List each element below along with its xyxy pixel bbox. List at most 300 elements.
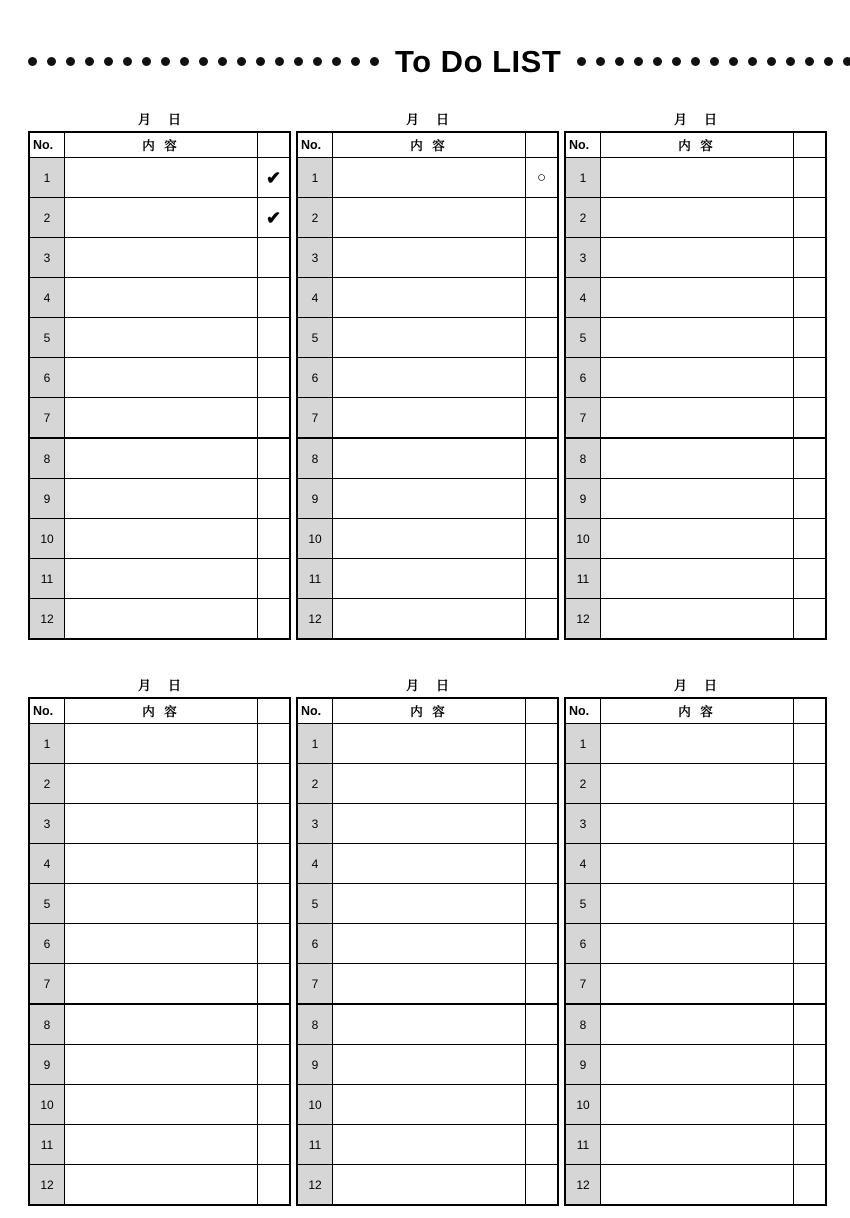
table-row bbox=[565, 519, 826, 559]
todo-table bbox=[564, 131, 827, 640]
task-check-cell[interactable] bbox=[526, 1004, 559, 1045]
task-content-cell[interactable] bbox=[333, 764, 526, 804]
header-no: No. bbox=[29, 132, 65, 158]
task-check-cell[interactable] bbox=[258, 764, 291, 804]
task-check-cell[interactable] bbox=[258, 724, 291, 764]
block-row bbox=[28, 671, 822, 1206]
table-row bbox=[297, 278, 558, 318]
task-content-cell[interactable] bbox=[65, 1085, 258, 1125]
task-check-cell[interactable] bbox=[526, 924, 559, 964]
task-content-cell[interactable] bbox=[65, 158, 258, 198]
row-number: 8 bbox=[29, 1004, 65, 1045]
task-check-cell[interactable] bbox=[794, 1004, 827, 1045]
row-number: 6 bbox=[565, 924, 601, 964]
row-number: 12 bbox=[565, 1165, 601, 1206]
table-row bbox=[565, 599, 826, 640]
task-content-cell[interactable] bbox=[333, 158, 526, 198]
task-check-cell[interactable] bbox=[794, 358, 827, 398]
table-row bbox=[29, 358, 290, 398]
decorative-dot bbox=[596, 57, 605, 66]
task-check-cell[interactable] bbox=[258, 318, 291, 358]
decorative-dot bbox=[47, 57, 56, 66]
task-check-cell[interactable] bbox=[526, 599, 559, 640]
task-content-cell[interactable] bbox=[65, 924, 258, 964]
task-check-cell[interactable] bbox=[794, 804, 827, 844]
row-number: 2 bbox=[297, 764, 333, 804]
task-content-cell[interactable] bbox=[65, 764, 258, 804]
row-number: 7 bbox=[297, 964, 333, 1005]
task-content-cell[interactable] bbox=[65, 318, 258, 358]
task-check-cell[interactable] bbox=[794, 924, 827, 964]
date-line[interactable] bbox=[28, 105, 286, 131]
task-check-cell[interactable] bbox=[526, 884, 559, 924]
table-row bbox=[297, 1045, 558, 1085]
dot-rule-left bbox=[28, 56, 379, 66]
decorative-dot bbox=[634, 57, 643, 66]
header-check bbox=[526, 698, 559, 724]
table-row bbox=[297, 764, 558, 804]
table-row bbox=[297, 1165, 558, 1206]
row-number: 11 bbox=[29, 559, 65, 599]
task-check-cell[interactable] bbox=[794, 519, 827, 559]
task-content-cell[interactable] bbox=[65, 238, 258, 278]
task-content-cell[interactable] bbox=[333, 1045, 526, 1085]
task-content-cell[interactable] bbox=[333, 198, 526, 238]
row-number: 9 bbox=[565, 479, 601, 519]
task-check-cell[interactable] bbox=[258, 479, 291, 519]
date-line[interactable] bbox=[296, 105, 554, 131]
table-row bbox=[565, 559, 826, 599]
row-number: 4 bbox=[29, 844, 65, 884]
task-check-cell[interactable] bbox=[258, 438, 291, 479]
task-check-cell[interactable] bbox=[526, 398, 559, 439]
todo-table bbox=[28, 697, 291, 1206]
task-check-cell[interactable] bbox=[258, 559, 291, 599]
task-check-cell[interactable] bbox=[794, 599, 827, 640]
row-number: 5 bbox=[29, 318, 65, 358]
row-number: 4 bbox=[29, 278, 65, 318]
date-day-label: 日 bbox=[168, 677, 183, 693]
task-content-cell[interactable] bbox=[333, 924, 526, 964]
task-check-cell[interactable] bbox=[794, 1125, 827, 1165]
decorative-dot bbox=[161, 57, 170, 66]
task-content-cell[interactable] bbox=[601, 519, 794, 559]
task-check-cell[interactable] bbox=[258, 884, 291, 924]
table-header-row bbox=[29, 132, 290, 158]
table-row bbox=[29, 599, 290, 640]
task-content-cell[interactable] bbox=[333, 559, 526, 599]
block-row bbox=[28, 105, 822, 640]
table-row bbox=[565, 844, 826, 884]
row-number: 6 bbox=[29, 924, 65, 964]
row-number: 7 bbox=[29, 398, 65, 439]
header-no: No. bbox=[565, 698, 601, 724]
table-row bbox=[29, 1045, 290, 1085]
table-row bbox=[565, 964, 826, 1005]
row-number: 4 bbox=[297, 278, 333, 318]
task-check-cell[interactable] bbox=[794, 884, 827, 924]
decorative-dot bbox=[294, 57, 303, 66]
date-day-label: 日 bbox=[704, 677, 719, 693]
table-header-row bbox=[297, 698, 558, 724]
task-check-cell[interactable] bbox=[794, 1085, 827, 1125]
row-number: 11 bbox=[565, 559, 601, 599]
task-check-cell[interactable] bbox=[258, 238, 291, 278]
task-content-cell[interactable] bbox=[65, 599, 258, 640]
row-number: 3 bbox=[297, 804, 333, 844]
row-number: 6 bbox=[297, 358, 333, 398]
decorative-dot bbox=[710, 57, 719, 66]
task-check-cell[interactable] bbox=[258, 599, 291, 640]
task-content-cell[interactable] bbox=[601, 1125, 794, 1165]
task-check-cell[interactable] bbox=[794, 158, 827, 198]
decorative-dot bbox=[180, 57, 189, 66]
task-check-cell[interactable] bbox=[258, 358, 291, 398]
task-check-cell[interactable] bbox=[526, 318, 559, 358]
task-check-cell[interactable] bbox=[258, 519, 291, 559]
task-content-cell[interactable] bbox=[333, 238, 526, 278]
task-content-cell[interactable] bbox=[65, 1125, 258, 1165]
table-row bbox=[29, 198, 290, 238]
task-content-cell[interactable] bbox=[333, 844, 526, 884]
table-row bbox=[29, 1004, 290, 1045]
todo-block bbox=[28, 671, 286, 1206]
date-line[interactable] bbox=[296, 671, 554, 697]
table-row bbox=[565, 238, 826, 278]
row-number: 7 bbox=[297, 398, 333, 439]
table-row bbox=[565, 1165, 826, 1206]
table-header-row bbox=[565, 698, 826, 724]
row-number: 12 bbox=[297, 1165, 333, 1206]
row-number: 5 bbox=[565, 318, 601, 358]
table-row bbox=[565, 438, 826, 479]
task-content-cell[interactable] bbox=[65, 479, 258, 519]
task-content-cell[interactable] bbox=[601, 884, 794, 924]
task-content-cell[interactable] bbox=[601, 438, 794, 479]
date-month-label: 月 bbox=[405, 111, 420, 127]
task-check-cell[interactable] bbox=[526, 804, 559, 844]
row-number: 1 bbox=[565, 158, 601, 198]
task-content-cell[interactable] bbox=[333, 1125, 526, 1165]
table-row bbox=[565, 764, 826, 804]
task-check-cell[interactable] bbox=[526, 1045, 559, 1085]
task-check-cell[interactable] bbox=[258, 924, 291, 964]
task-content-cell[interactable] bbox=[333, 358, 526, 398]
task-content-cell[interactable] bbox=[601, 559, 794, 599]
row-number: 8 bbox=[29, 438, 65, 479]
task-check-cell[interactable] bbox=[258, 964, 291, 1005]
task-check-cell[interactable] bbox=[526, 1085, 559, 1125]
date-month-label: 月 bbox=[673, 111, 688, 127]
table-row bbox=[297, 1004, 558, 1045]
task-check-cell[interactable] bbox=[794, 764, 827, 804]
task-check-cell[interactable] bbox=[526, 438, 559, 479]
task-content-cell[interactable] bbox=[65, 844, 258, 884]
task-check-cell[interactable] bbox=[526, 559, 559, 599]
task-check-cell[interactable] bbox=[526, 238, 559, 278]
task-check-cell[interactable] bbox=[526, 519, 559, 559]
task-check-cell[interactable] bbox=[526, 358, 559, 398]
decorative-dot bbox=[843, 57, 850, 66]
table-row bbox=[29, 964, 290, 1005]
row-number: 9 bbox=[29, 479, 65, 519]
date-line[interactable] bbox=[564, 671, 822, 697]
decorative-dot bbox=[66, 57, 75, 66]
task-check-cell[interactable] bbox=[794, 724, 827, 764]
task-check-cell[interactable] bbox=[526, 964, 559, 1005]
task-check-cell[interactable] bbox=[794, 318, 827, 358]
task-check-cell[interactable] bbox=[258, 1165, 291, 1206]
header-content: 内 容 bbox=[601, 698, 794, 724]
task-check-cell[interactable] bbox=[258, 198, 291, 238]
table-row bbox=[565, 318, 826, 358]
date-line[interactable] bbox=[564, 105, 822, 131]
row-number: 4 bbox=[297, 844, 333, 884]
task-content-cell[interactable] bbox=[333, 599, 526, 640]
task-check-cell[interactable] bbox=[794, 1165, 827, 1206]
table-row bbox=[29, 519, 290, 559]
row-number: 7 bbox=[565, 964, 601, 1005]
task-content-cell[interactable] bbox=[65, 278, 258, 318]
row-number: 1 bbox=[29, 724, 65, 764]
row-number: 9 bbox=[297, 479, 333, 519]
todo-table bbox=[296, 697, 559, 1206]
todo-block bbox=[564, 671, 822, 1206]
decorative-dot bbox=[653, 57, 662, 66]
date-month-label: 月 bbox=[673, 677, 688, 693]
date-day-label: 日 bbox=[436, 677, 451, 693]
decorative-dot bbox=[28, 57, 37, 66]
task-check-cell[interactable] bbox=[526, 1125, 559, 1165]
table-row bbox=[297, 724, 558, 764]
task-content-cell[interactable] bbox=[601, 479, 794, 519]
task-content-cell[interactable] bbox=[65, 198, 258, 238]
task-content-cell[interactable] bbox=[65, 398, 258, 439]
task-check-cell[interactable] bbox=[258, 1004, 291, 1045]
task-content-cell[interactable] bbox=[65, 1165, 258, 1206]
task-content-cell[interactable] bbox=[601, 278, 794, 318]
task-content-cell[interactable] bbox=[601, 1085, 794, 1125]
table-row bbox=[29, 1125, 290, 1165]
table-row bbox=[29, 158, 290, 198]
table-row bbox=[29, 1165, 290, 1206]
task-content-cell[interactable] bbox=[333, 964, 526, 1005]
task-check-cell[interactable] bbox=[526, 479, 559, 519]
task-check-cell[interactable] bbox=[794, 278, 827, 318]
task-check-cell[interactable] bbox=[258, 1125, 291, 1165]
task-content-cell[interactable] bbox=[601, 599, 794, 640]
task-check-cell[interactable] bbox=[258, 278, 291, 318]
task-check-cell[interactable] bbox=[794, 559, 827, 599]
row-number: 5 bbox=[29, 884, 65, 924]
task-check-cell[interactable] bbox=[794, 398, 827, 439]
table-row bbox=[297, 924, 558, 964]
header-check bbox=[526, 132, 559, 158]
row-number: 8 bbox=[297, 1004, 333, 1045]
task-content-cell[interactable] bbox=[333, 278, 526, 318]
table-row bbox=[565, 804, 826, 844]
table-row bbox=[29, 724, 290, 764]
row-number: 6 bbox=[297, 924, 333, 964]
row-number: 12 bbox=[29, 599, 65, 640]
table-row bbox=[297, 479, 558, 519]
task-content-cell[interactable] bbox=[601, 1004, 794, 1045]
header-no: No. bbox=[565, 132, 601, 158]
row-number: 12 bbox=[565, 599, 601, 640]
todo-blocks bbox=[28, 105, 822, 1206]
task-check-cell[interactable] bbox=[258, 804, 291, 844]
row-number: 3 bbox=[565, 804, 601, 844]
decorative-dot bbox=[313, 57, 322, 66]
date-line[interactable] bbox=[28, 671, 286, 697]
task-content-cell[interactable] bbox=[601, 964, 794, 1005]
row-number: 1 bbox=[565, 724, 601, 764]
date-day-label: 日 bbox=[436, 111, 451, 127]
task-content-cell[interactable] bbox=[333, 804, 526, 844]
task-content-cell[interactable] bbox=[65, 1004, 258, 1045]
row-number: 3 bbox=[565, 238, 601, 278]
task-check-cell[interactable] bbox=[526, 158, 559, 198]
row-number: 9 bbox=[29, 1045, 65, 1085]
task-content-cell[interactable] bbox=[65, 804, 258, 844]
decorative-dot bbox=[824, 57, 833, 66]
row-number: 2 bbox=[29, 198, 65, 238]
row-number: 6 bbox=[29, 358, 65, 398]
task-content-cell[interactable] bbox=[333, 724, 526, 764]
table-row bbox=[29, 1085, 290, 1125]
task-check-cell[interactable] bbox=[794, 844, 827, 884]
row-number: 7 bbox=[565, 398, 601, 439]
table-row bbox=[297, 398, 558, 439]
task-content-cell[interactable] bbox=[333, 479, 526, 519]
decorative-dot bbox=[577, 57, 586, 66]
task-content-cell[interactable] bbox=[601, 804, 794, 844]
table-row bbox=[29, 844, 290, 884]
task-content-cell[interactable] bbox=[601, 1045, 794, 1085]
todo-block bbox=[296, 671, 554, 1206]
table-row bbox=[297, 1125, 558, 1165]
task-check-cell[interactable] bbox=[258, 158, 291, 198]
task-content-cell[interactable] bbox=[333, 884, 526, 924]
table-row bbox=[565, 278, 826, 318]
header-check bbox=[258, 132, 291, 158]
table-row bbox=[29, 479, 290, 519]
header-content: 内 容 bbox=[601, 132, 794, 158]
task-content-cell[interactable] bbox=[65, 519, 258, 559]
task-content-cell[interactable] bbox=[601, 398, 794, 439]
task-content-cell[interactable] bbox=[333, 519, 526, 559]
task-check-cell[interactable] bbox=[526, 1165, 559, 1206]
task-content-cell[interactable] bbox=[601, 158, 794, 198]
table-row bbox=[29, 318, 290, 358]
table-row bbox=[297, 1085, 558, 1125]
task-content-cell[interactable] bbox=[601, 924, 794, 964]
task-content-cell[interactable] bbox=[65, 724, 258, 764]
task-content-cell[interactable] bbox=[601, 198, 794, 238]
task-check-cell[interactable] bbox=[794, 438, 827, 479]
task-content-cell[interactable] bbox=[601, 844, 794, 884]
table-row bbox=[297, 804, 558, 844]
todo-block bbox=[28, 105, 286, 640]
task-content-cell[interactable] bbox=[65, 964, 258, 1005]
task-content-cell[interactable] bbox=[601, 358, 794, 398]
page-title: To Do LIST bbox=[395, 43, 562, 79]
task-check-cell[interactable] bbox=[794, 198, 827, 238]
table-row bbox=[565, 479, 826, 519]
task-content-cell[interactable] bbox=[65, 559, 258, 599]
task-check-cell[interactable] bbox=[526, 724, 559, 764]
task-check-cell[interactable] bbox=[794, 479, 827, 519]
task-check-cell[interactable] bbox=[794, 1045, 827, 1085]
task-content-cell[interactable] bbox=[601, 724, 794, 764]
task-content-cell[interactable] bbox=[65, 1045, 258, 1085]
header-content: 内 容 bbox=[333, 132, 526, 158]
task-content-cell[interactable] bbox=[601, 238, 794, 278]
row-number: 10 bbox=[565, 519, 601, 559]
task-check-cell[interactable] bbox=[258, 844, 291, 884]
header-no: No. bbox=[297, 698, 333, 724]
task-content-cell[interactable] bbox=[333, 1165, 526, 1206]
table-row bbox=[297, 844, 558, 884]
decorative-dot bbox=[615, 57, 624, 66]
task-check-cell[interactable] bbox=[258, 1085, 291, 1125]
table-row bbox=[297, 519, 558, 559]
table-row bbox=[29, 238, 290, 278]
task-content-cell[interactable] bbox=[333, 1085, 526, 1125]
task-check-cell[interactable] bbox=[526, 198, 559, 238]
row-number: 6 bbox=[565, 358, 601, 398]
task-content-cell[interactable] bbox=[65, 884, 258, 924]
decorative-dot bbox=[332, 57, 341, 66]
task-content-cell[interactable] bbox=[65, 358, 258, 398]
task-content-cell[interactable] bbox=[65, 438, 258, 479]
table-row bbox=[29, 278, 290, 318]
table-row bbox=[565, 1125, 826, 1165]
task-content-cell[interactable] bbox=[601, 764, 794, 804]
table-row bbox=[565, 924, 826, 964]
date-month-label: 月 bbox=[137, 677, 152, 693]
task-check-cell[interactable] bbox=[794, 238, 827, 278]
table-row bbox=[565, 1085, 826, 1125]
todo-block bbox=[564, 105, 822, 640]
table-row bbox=[565, 398, 826, 439]
row-number: 3 bbox=[29, 238, 65, 278]
row-number: 1 bbox=[297, 724, 333, 764]
task-content-cell[interactable] bbox=[333, 438, 526, 479]
task-content-cell[interactable] bbox=[601, 1165, 794, 1206]
task-check-cell[interactable] bbox=[258, 398, 291, 439]
task-check-cell[interactable] bbox=[794, 964, 827, 1005]
task-content-cell[interactable] bbox=[333, 398, 526, 439]
task-content-cell[interactable] bbox=[601, 318, 794, 358]
task-check-cell[interactable] bbox=[526, 278, 559, 318]
task-check-cell[interactable] bbox=[258, 1045, 291, 1085]
task-check-cell[interactable] bbox=[526, 764, 559, 804]
row-number: 12 bbox=[29, 1165, 65, 1206]
task-check-cell[interactable] bbox=[526, 844, 559, 884]
decorative-dot bbox=[199, 57, 208, 66]
table-row bbox=[29, 398, 290, 439]
decorative-dot bbox=[748, 57, 757, 66]
title-band bbox=[28, 38, 822, 84]
table-row bbox=[297, 158, 558, 198]
task-content-cell[interactable] bbox=[333, 1004, 526, 1045]
table-header-row bbox=[565, 132, 826, 158]
table-row bbox=[565, 158, 826, 198]
table-row bbox=[565, 358, 826, 398]
table-row bbox=[29, 438, 290, 479]
task-content-cell[interactable] bbox=[333, 318, 526, 358]
